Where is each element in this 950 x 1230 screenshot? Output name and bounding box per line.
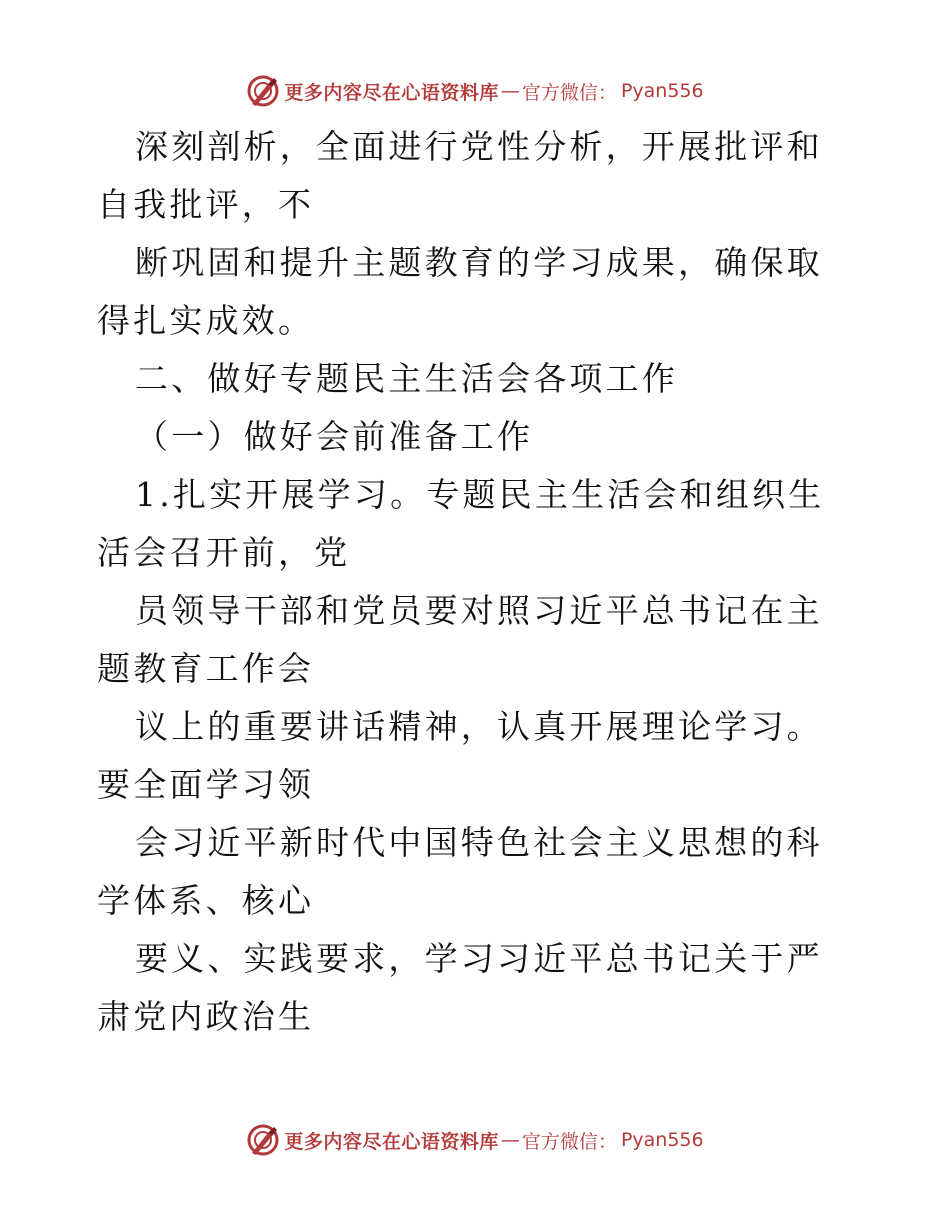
watermark-wechat-id: Pyan556 <box>620 80 704 102</box>
watermark-dash: — <box>500 80 520 102</box>
body-paragraph: 会习近平新时代中国特色社会主义思想的科学体系、核心 <box>97 823 823 920</box>
body-paragraph: 1.扎实开展学习。专题民主生活会和组织生活会召开前，党 <box>97 475 825 572</box>
body-paragraph: 断巩固和提升主题教育的学习成果，确保取得扎实成效。 <box>97 243 823 340</box>
section-heading: 二、做好专题民主生活会各项工作 <box>135 359 678 398</box>
watermark-dash: — <box>500 1129 520 1151</box>
pen-logo-icon <box>246 1123 280 1157</box>
subsection-heading: （一）做好会前准备工作 <box>135 417 534 456</box>
watermark-sub-text: 官方微信： <box>521 1130 617 1153</box>
body-paragraph: 要义、实践要求，学习习近平总书记关于严肃党内政治生 <box>97 939 823 1036</box>
header-watermark <box>0 73 950 109</box>
body-paragraph: 议上的重要讲话精神，认真开展理论学习。要全面学习领 <box>97 707 823 804</box>
document-body <box>97 118 857 1046</box>
watermark-wechat-id: Pyan556 <box>620 1129 704 1151</box>
body-paragraph: 深刻剖析，全面进行党性分析，开展批评和自我批评，不 <box>97 127 823 224</box>
watermark-sub-text: 官方微信： <box>521 81 617 104</box>
body-paragraph: 员领导干部和党员要对照习近平总书记在主题教育工作会 <box>97 591 823 688</box>
watermark-main-text: 更多内容尽在心语资料库 <box>284 1130 499 1153</box>
pen-logo-icon <box>246 74 280 108</box>
watermark-main-text: 更多内容尽在心语资料库 <box>284 81 499 104</box>
footer-watermark <box>0 1122 950 1158</box>
